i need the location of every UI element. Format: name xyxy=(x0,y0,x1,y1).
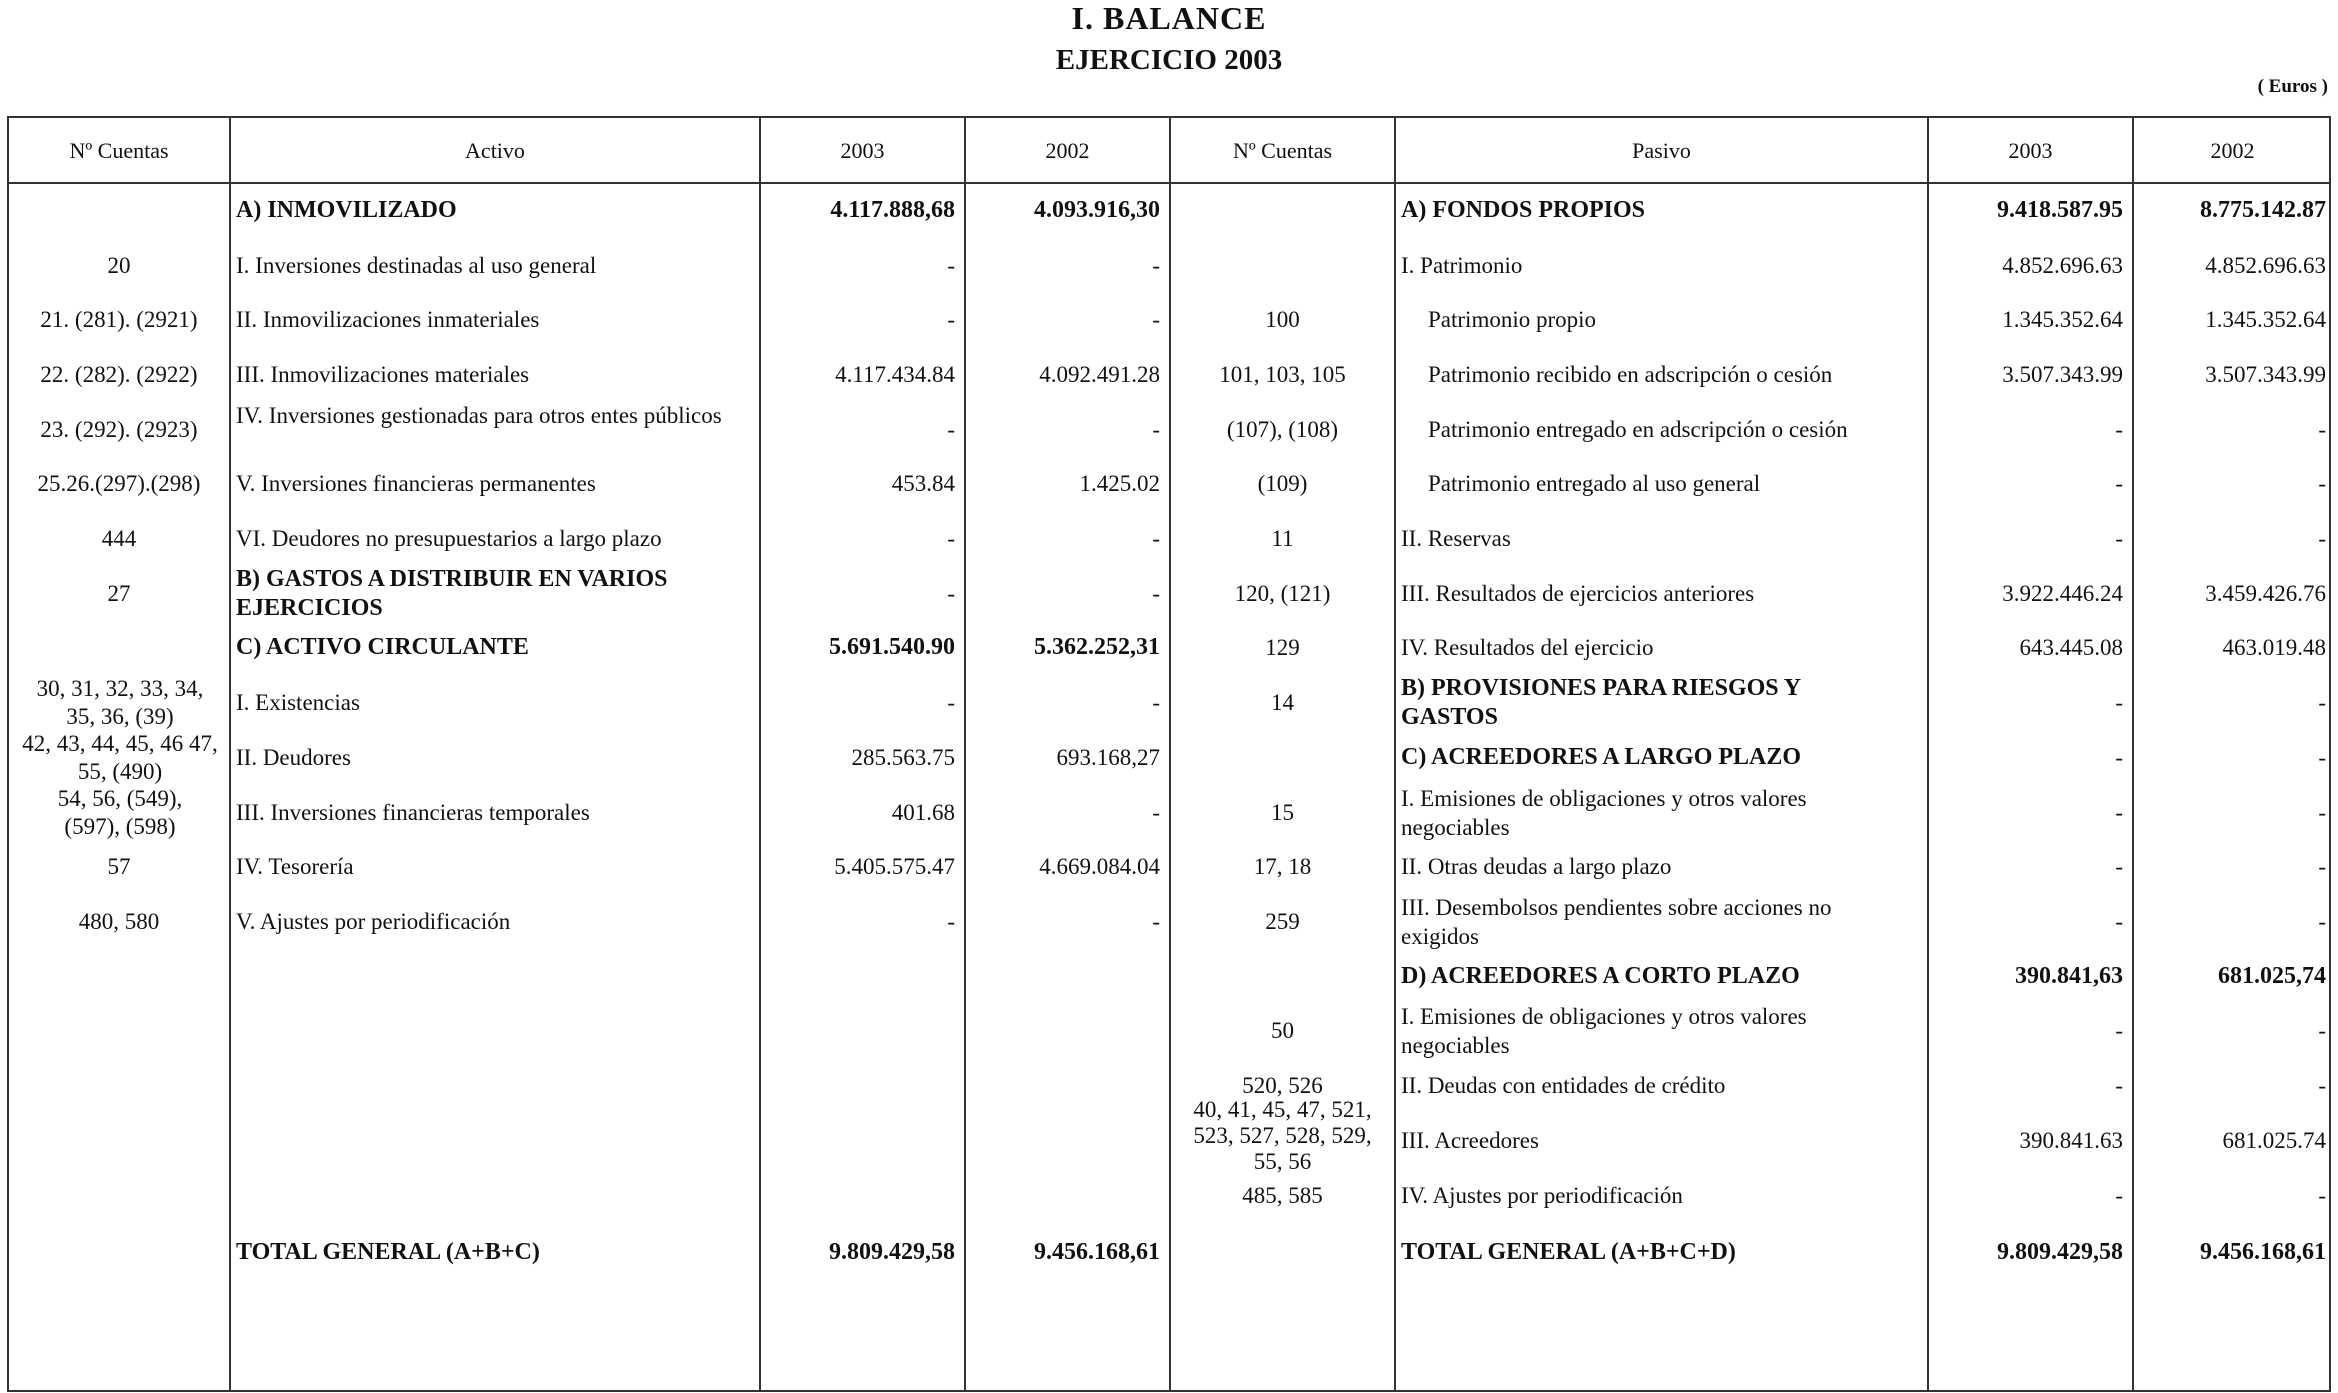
pasivo-concepto: Patrimonio recibido en adscripción o cesión xyxy=(1428,362,1833,387)
pasivo-2002: - xyxy=(2318,854,2326,879)
pasivo-2002: - xyxy=(2318,690,2326,715)
pasivo-2003: - xyxy=(2115,417,2123,442)
pasivo-concepto: II. Deudas con entidades de crédito xyxy=(1401,1073,1726,1098)
activo-cuentas: 57 xyxy=(107,854,131,879)
activo-cuentas: 54, 56, (549), (597), (598) xyxy=(57,786,183,839)
activo-cuentas: 25.26.(297).(298) xyxy=(37,471,201,496)
pasivo-concepto: I. Patrimonio xyxy=(1401,253,1523,278)
activo-2003: 453.84 xyxy=(891,471,955,496)
activo-2003: - xyxy=(947,909,955,934)
pasivo-cuentas: 120, (121) xyxy=(1234,581,1331,606)
activo-concepto: IV. Inversiones gestionadas para otros entes públicos xyxy=(236,403,722,428)
pasivo-2003: 1.345.352.64 xyxy=(2002,307,2123,332)
pasivo-concepto: A) FONDOS PROPIOS xyxy=(1401,197,1646,223)
activo-2003: 5.691.540.90 xyxy=(829,634,955,660)
activo-2002: 5.362.252,31 xyxy=(1034,634,1160,660)
activo-cuentas: 23. (292). (2923) xyxy=(40,417,198,442)
activo-cuentas: 480, 580 xyxy=(78,909,160,934)
pasivo-2002: - xyxy=(2318,526,2326,551)
pasivo-2002: 4.852.696.63 xyxy=(2205,253,2326,278)
activo-2003: - xyxy=(947,253,955,278)
pasivo-concepto: IV. Ajustes por periodificación xyxy=(1401,1183,1683,1208)
pasivo-total-2003: 9.809.429,58 xyxy=(1997,1239,2123,1265)
pasivo-concepto: B) PROVISIONES PARA RIESGOS Y GASTOS xyxy=(1401,675,1801,730)
header-2003-pasivo: 2003 xyxy=(2008,138,2053,163)
column-divider xyxy=(229,116,231,1392)
pasivo-2002: 3.507.343.99 xyxy=(2205,362,2326,387)
pasivo-2003: 643.445.08 xyxy=(2019,635,2123,660)
header-cuentas-pasivo: Nº Cuentas xyxy=(1232,138,1333,163)
activo-2002: - xyxy=(1152,690,1160,715)
activo-cuentas: 30, 31, 32, 33, 34, 35, 36, (39) xyxy=(36,676,204,729)
activo-concepto: V. Ajustes por periodificación xyxy=(236,909,511,934)
pasivo-2002: - xyxy=(2318,745,2326,770)
activo-concepto: II. Inmovilizaciones inmateriales xyxy=(236,307,540,332)
pasivo-concepto: II. Otras deudas a largo plazo xyxy=(1401,854,1672,879)
pasivo-2002: - xyxy=(2318,1183,2326,1208)
pasivo-2003: - xyxy=(2115,1018,2123,1043)
pasivo-concepto: III. Acreedores xyxy=(1401,1128,1539,1153)
activo-concepto: II. Deudores xyxy=(236,745,351,770)
pasivo-concepto: IV. Resultados del ejercicio xyxy=(1401,635,1654,660)
activo-2003: 285.563.75 xyxy=(851,745,955,770)
pasivo-2002: 8.775.142.87 xyxy=(2200,197,2326,223)
pasivo-cuentas: 520, 526 xyxy=(1242,1073,1323,1098)
activo-2002: - xyxy=(1152,800,1160,825)
activo-2002: - xyxy=(1152,417,1160,442)
header-activo: Activo xyxy=(465,138,525,163)
activo-2002: - xyxy=(1152,581,1160,606)
pasivo-2002: 681.025,74 xyxy=(2218,963,2326,989)
pasivo-2003: - xyxy=(2115,854,2123,879)
activo-concepto: C) ACTIVO CIRCULANTE xyxy=(236,634,529,660)
pasivo-2003: 390.841,63 xyxy=(2015,963,2123,989)
activo-2002: 4.092.491.28 xyxy=(1039,362,1160,387)
pasivo-2002: - xyxy=(2318,417,2326,442)
pasivo-cuentas: 101, 103, 105 xyxy=(1219,362,1346,387)
pasivo-concepto: Patrimonio propio xyxy=(1428,307,1597,332)
pasivo-2003: - xyxy=(2115,690,2123,715)
activo-concepto: VI. Deudores no presupuestarios a largo plazo xyxy=(236,526,662,551)
pasivo-2003: - xyxy=(2115,800,2123,825)
activo-2003: 4.117.888,68 xyxy=(830,197,955,223)
pasivo-cuentas: 259 xyxy=(1265,909,1300,934)
pasivo-cuentas: 40, 41, 45, 47, 521, 523, 527, 528, 529, 55, 56 xyxy=(1193,1097,1372,1174)
activo-2003: - xyxy=(947,417,955,442)
activo-2002: 4.669.084.04 xyxy=(1039,854,1160,879)
activo-2003: 5.405.575.47 xyxy=(834,854,955,879)
activo-2003: - xyxy=(947,307,955,332)
pasivo-cuentas: 15 xyxy=(1271,800,1294,825)
activo-concepto: I. Existencias xyxy=(236,690,360,715)
pasivo-2002: - xyxy=(2318,800,2326,825)
activo-2003: - xyxy=(947,581,955,606)
activo-2002: - xyxy=(1152,253,1160,278)
pasivo-concepto: Patrimonio entregado al uso general xyxy=(1428,471,1761,496)
pasivo-2002: 3.459.426.76 xyxy=(2205,581,2326,606)
activo-2002: - xyxy=(1152,526,1160,551)
activo-concepto: V. Inversiones financieras permanentes xyxy=(236,471,596,496)
pasivo-2003: 3.507.343.99 xyxy=(2002,362,2123,387)
pasivo-2002: 1.345.352.64 xyxy=(2205,307,2326,332)
activo-cuentas: 444 xyxy=(101,526,137,551)
activo-cuentas: 27 xyxy=(107,581,131,606)
pasivo-cuentas: 485, 585 xyxy=(1242,1183,1323,1208)
activo-cuentas: 21. (281). (2921) xyxy=(40,307,198,332)
activo-2003: 401.68 xyxy=(891,800,955,825)
pasivo-2003: 4.852.696.63 xyxy=(2002,253,2123,278)
pasivo-2002: - xyxy=(2318,909,2326,934)
header-2002-activo: 2002 xyxy=(1045,138,1090,163)
activo-2002: 693.168,27 xyxy=(1056,745,1160,770)
header-2003-activo: 2003 xyxy=(840,138,885,163)
header-2002-pasivo: 2002 xyxy=(2210,138,2255,163)
page-subtitle: EJERCICIO 2003 xyxy=(1055,44,1283,76)
activo-total-label: TOTAL GENERAL (A+B+C) xyxy=(236,1239,540,1265)
activo-concepto: A) INMOVILIZADO xyxy=(236,197,457,223)
pasivo-total-2002: 9.456.168,61 xyxy=(2200,1239,2326,1265)
activo-cuentas: 42, 43, 44, 45, 46 47, 55, (490) xyxy=(22,731,218,784)
header-pasivo: Pasivo xyxy=(1632,138,1691,163)
pasivo-cuentas: 50 xyxy=(1271,1018,1294,1043)
activo-2003: - xyxy=(947,690,955,715)
activo-cuentas: 20 xyxy=(107,253,131,278)
pasivo-cuentas: 11 xyxy=(1271,526,1294,551)
header-cuentas-activo: Nº Cuentas xyxy=(69,138,169,163)
pasivo-2003: 9.418.587.95 xyxy=(1997,197,2123,223)
pasivo-concepto: I. Emisiones de obligaciones y otros valores negociables xyxy=(1401,786,1807,840)
activo-2002: - xyxy=(1152,307,1160,332)
pasivo-2003: 390.841.63 xyxy=(2019,1128,2123,1153)
pasivo-2003: - xyxy=(2115,909,2123,934)
pasivo-concepto: I. Emisiones de obligaciones y otros valores negociables xyxy=(1401,1004,1807,1058)
pasivo-cuentas: 129 xyxy=(1265,635,1300,660)
pasivo-2003: - xyxy=(2115,1183,2123,1208)
activo-2002: - xyxy=(1152,909,1160,934)
pasivo-cuentas: 14 xyxy=(1271,690,1294,715)
activo-2002: 4.093.916,30 xyxy=(1034,197,1160,223)
pasivo-cuentas: (109) xyxy=(1257,471,1308,496)
pasivo-concepto: III. Resultados de ejercicios anteriores xyxy=(1401,581,1755,606)
activo-2003: - xyxy=(947,526,955,551)
currency-unit: ( Euros ) xyxy=(2257,76,2328,97)
activo-2002: 1.425.02 xyxy=(1079,471,1160,496)
pasivo-2003: - xyxy=(2115,1073,2123,1098)
activo-concepto: IV. Tesorería xyxy=(236,854,354,879)
pasivo-2002: - xyxy=(2318,1073,2326,1098)
pasivo-2002: 463.019.48 xyxy=(2222,635,2326,660)
pasivo-cuentas: 17, 18 xyxy=(1253,854,1312,879)
pasivo-cuentas: (107), (108) xyxy=(1226,417,1339,442)
activo-concepto: I. Inversiones destinadas al uso general xyxy=(236,253,597,278)
column-divider xyxy=(1394,116,1396,1392)
activo-concepto: III. Inmovilizaciones materiales xyxy=(236,362,530,387)
pasivo-2003: - xyxy=(2115,471,2123,496)
pasivo-total-label: TOTAL GENERAL (A+B+C+D) xyxy=(1401,1239,1736,1265)
pasivo-2003: - xyxy=(2115,526,2123,551)
pasivo-2002: - xyxy=(2318,1018,2326,1043)
activo-concepto: III. Inversiones financieras temporales xyxy=(236,800,590,825)
pasivo-2003: - xyxy=(2115,745,2123,770)
pasivo-concepto: II. Reservas xyxy=(1401,526,1511,551)
pasivo-2003: 3.922.446.24 xyxy=(2002,581,2123,606)
activo-total-2002: 9.456.168,61 xyxy=(1034,1239,1160,1265)
pasivo-concepto: Patrimonio entregado en adscripción o cesión xyxy=(1428,417,1848,442)
activo-total-2003: 9.809.429,58 xyxy=(829,1239,955,1265)
pasivo-concepto: III. Desembolsos pendientes sobre acciones no exigidos xyxy=(1401,895,1832,949)
pasivo-concepto: C) ACREEDORES A LARGO PLAZO xyxy=(1401,744,1802,770)
page-title: I. BALANCE xyxy=(1071,0,1267,36)
pasivo-2002: - xyxy=(2318,471,2326,496)
activo-2003: 4.117.434.84 xyxy=(835,362,955,387)
activo-concepto: B) GASTOS A DISTRIBUIR EN VARIOS EJERCICIOS xyxy=(236,566,668,621)
pasivo-2002: 681.025.74 xyxy=(2222,1128,2326,1153)
activo-cuentas: 22. (282). (2922) xyxy=(40,362,198,387)
pasivo-cuentas: 100 xyxy=(1265,307,1300,332)
pasivo-concepto: D) ACREEDORES A CORTO PLAZO xyxy=(1401,963,1800,989)
